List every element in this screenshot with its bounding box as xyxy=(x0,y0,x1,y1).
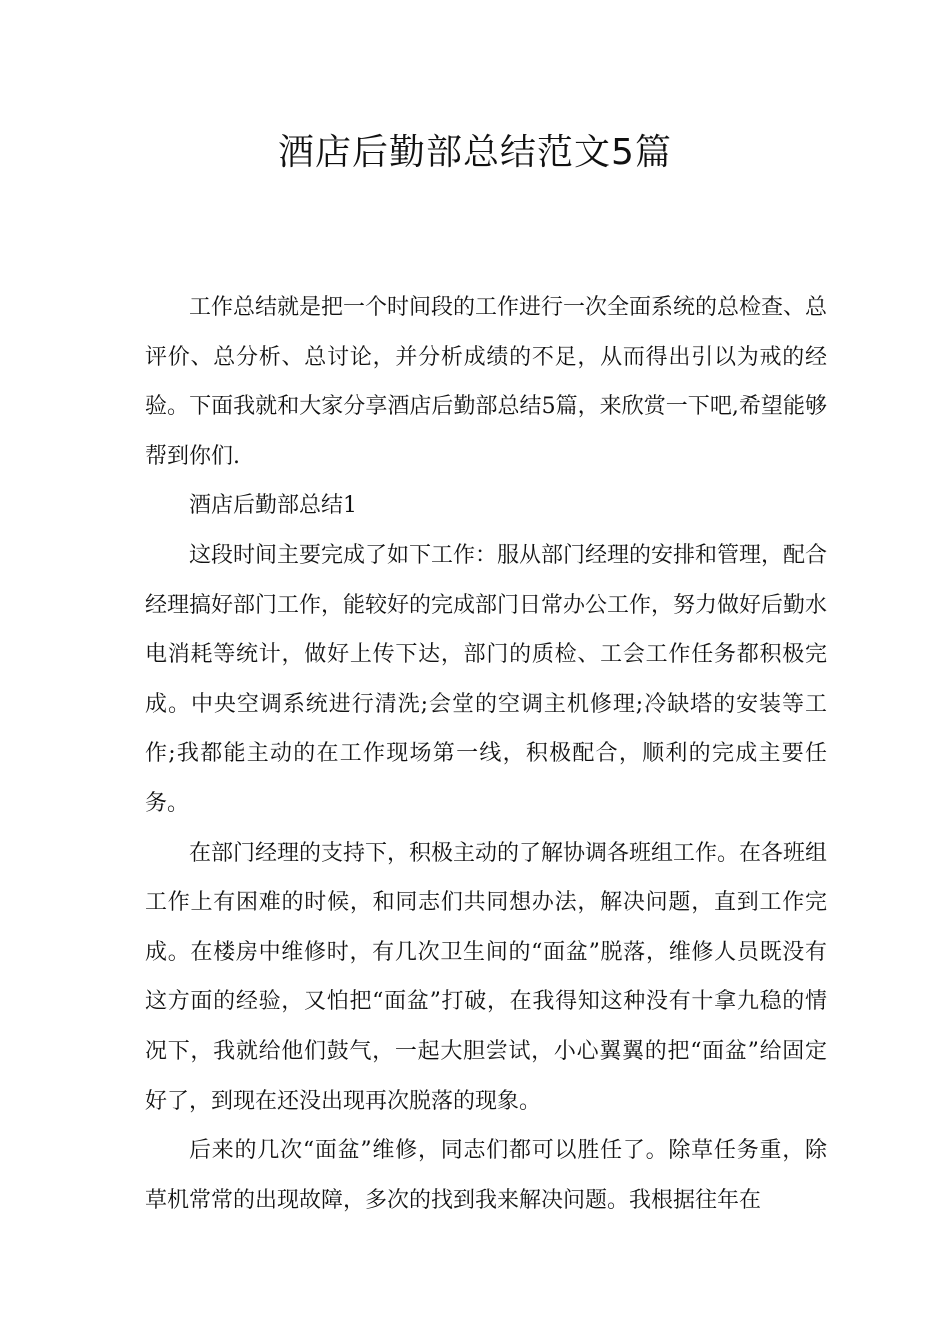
intro-paragraph: 工作总结就是把一个时间段的工作进行一次全面系统的总检查、总评价、总分析、总讨论，并分析成绩的不足，从而得出引以为戒的经验。下面我就和大家分享酒店后勤部总结5篇，来欣赏一下吧,希望能够帮到你们. xyxy=(145,295,828,469)
body-paragraph: 这段时间主要完成了如下工作：服从部门经理的安排和管理，配合经理搞好部门工作，能较好的完成部门日常办公工作，努力做好后勤水电消耗等统计，做好上传下达，部门的质检、工会工作任务都积极完成。中央空调系统进行清洗;会堂的空调主机修理;冷缺塔的安装等工作;我都能主动的在工作现场第一线，积极配合，顺利的完成主要任务。 xyxy=(145,542,828,816)
document-body xyxy=(145,283,827,1225)
body-paragraph: 后来的几次“面盆”维修，同志们都可以胜任了。除草任务重，除草机常常的出现故障，多次的找到我来解决问题。我根据往年在 xyxy=(145,1138,827,1213)
section-heading: 酒店后勤部总结1 xyxy=(189,493,357,519)
document-title: 酒店后勤部总结范文5篇 xyxy=(278,132,672,173)
body-paragraph: 在部门经理的支持下，积极主动的了解协调各班组工作。在各班组工作上有困难的时候，和同志们共同想办法，解决问题，直到工作完成。在楼房中维修时，有几次卫生间的“面盆”脱落，维修人员既没有这方面的经验，又怕把“面盆”打破，在我得知这种没有十拿九稳的情况下，我就给他们鼓气，一起大胆尝试，小心翼翼的把“面盆”给固定好了，到现在还没出现再次脱落的现象。 xyxy=(145,840,828,1114)
